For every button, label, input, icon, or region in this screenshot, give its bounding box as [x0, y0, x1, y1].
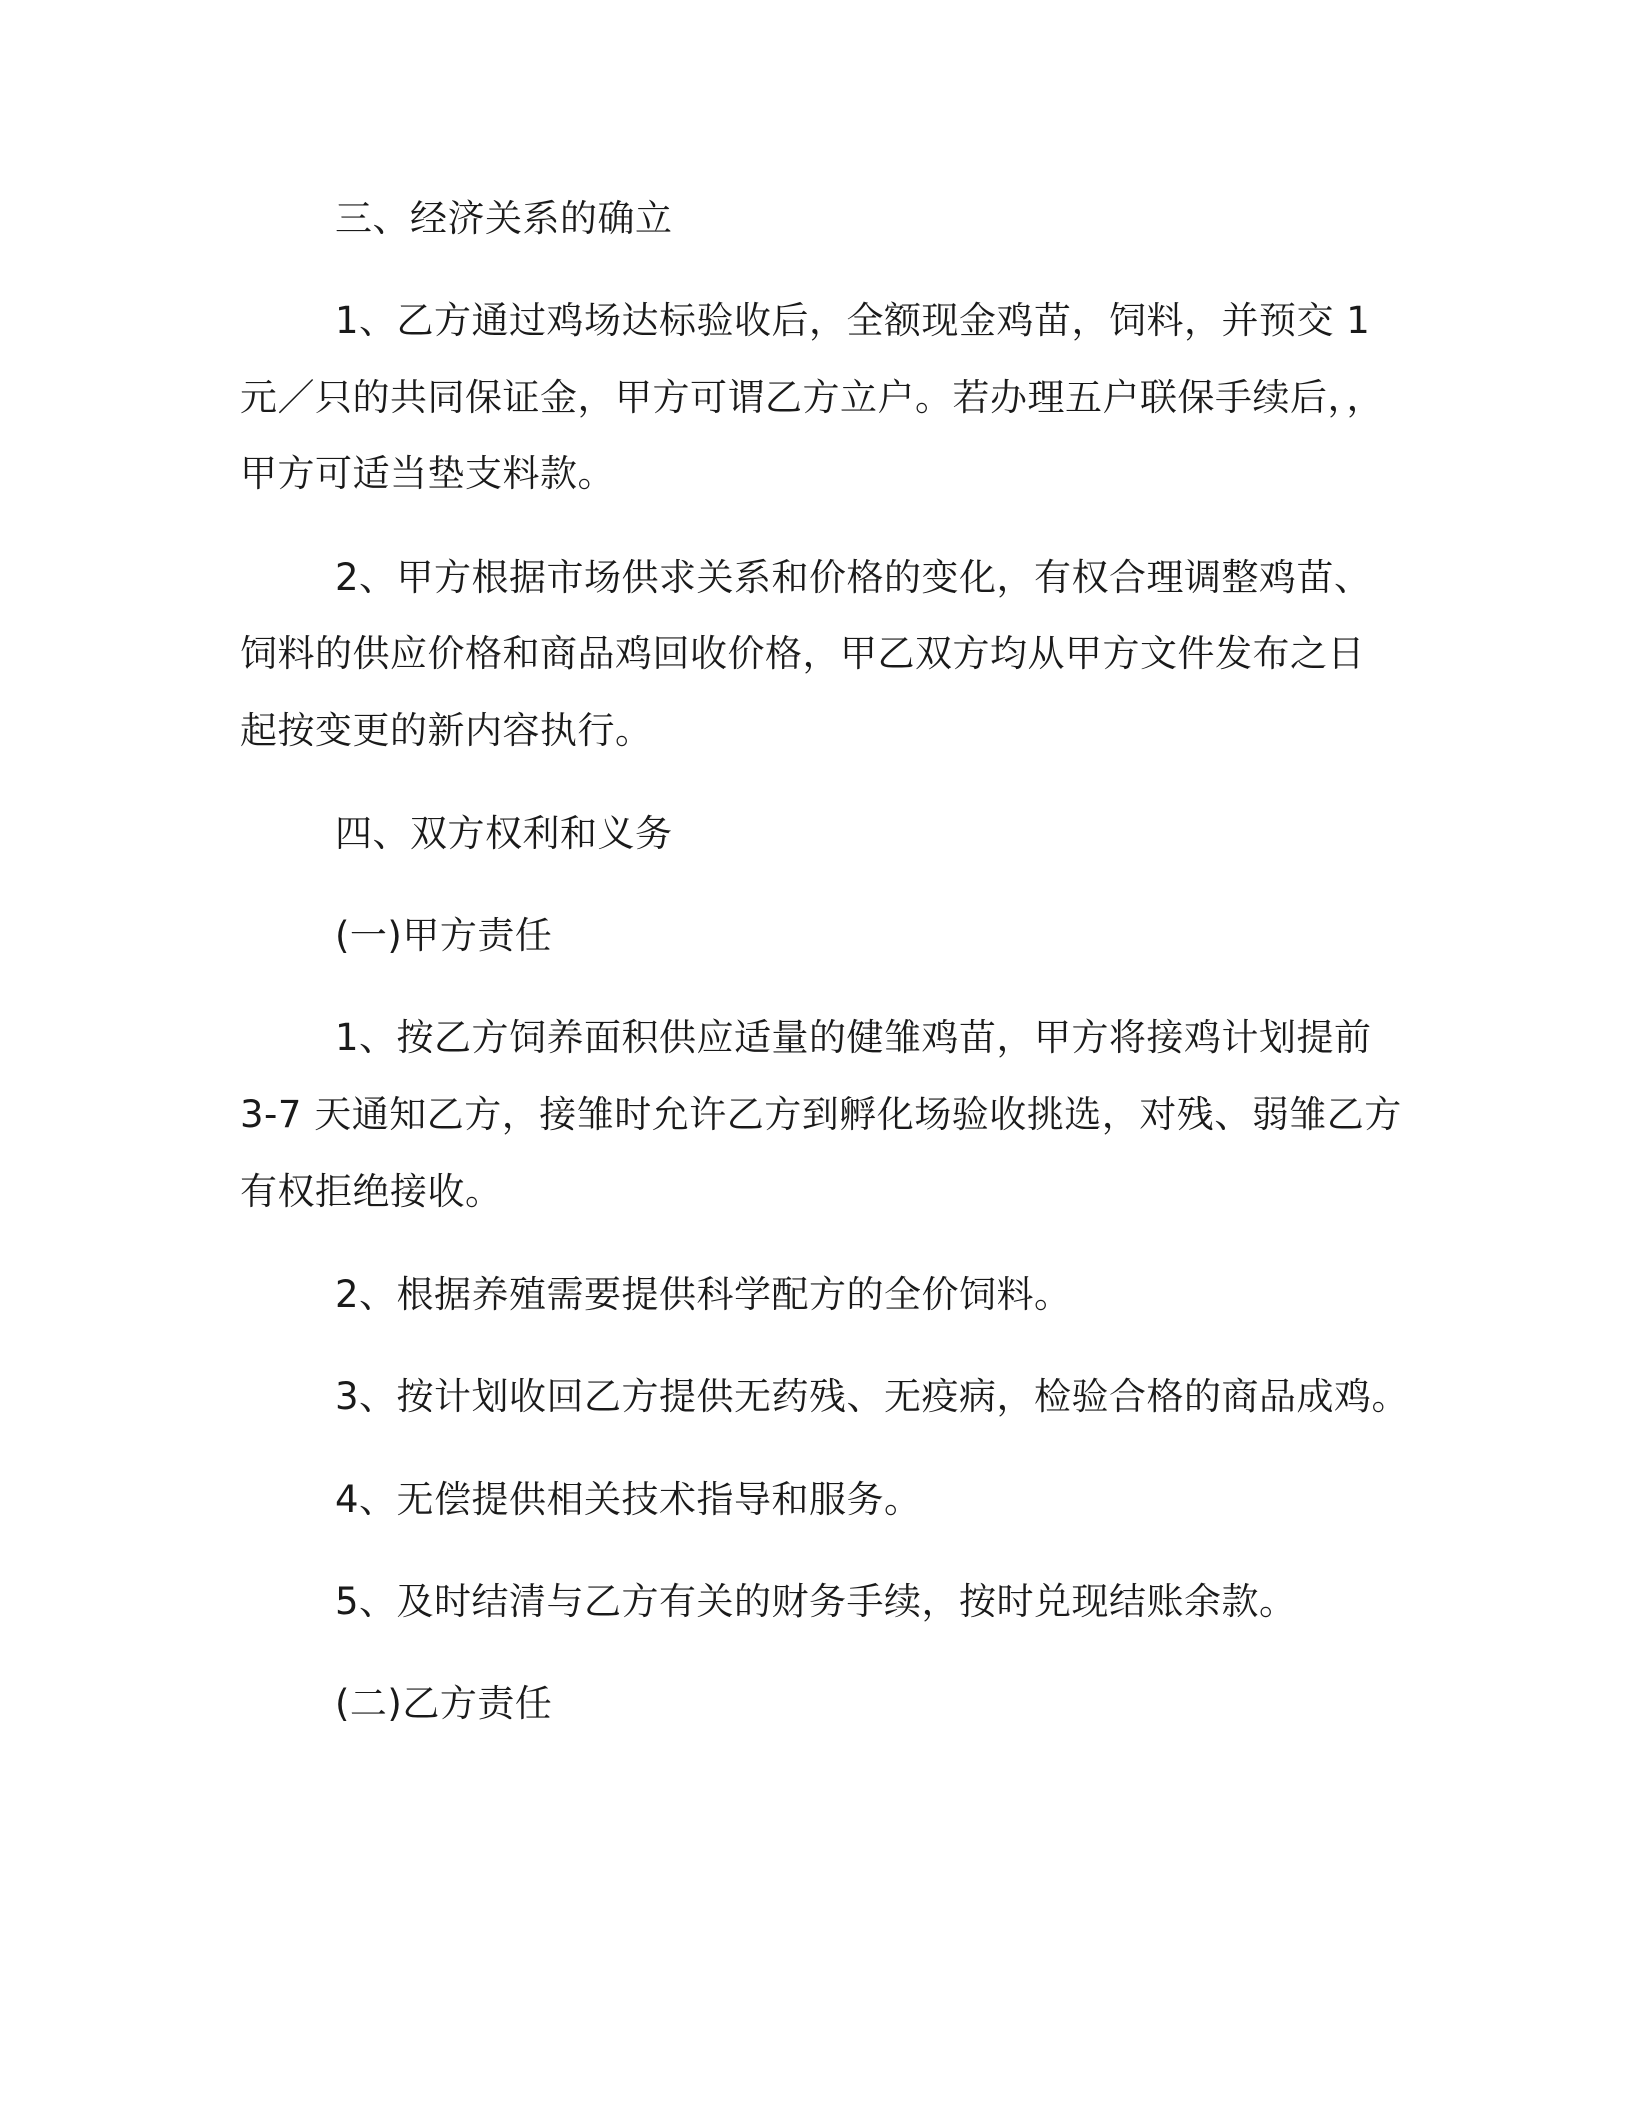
section3-item2-line2: 饲料的供应价格和商品鸡回收价格，甲乙双方均从甲方文件发布之日	[240, 632, 1365, 675]
party-a-item4: 4、无偿提供相关技术指导和服务。	[335, 1478, 922, 1521]
party-a-item1-line3: 有权拒绝接收。	[240, 1170, 503, 1213]
party-b-heading: (二)乙方责任	[335, 1682, 553, 1725]
section3-item1-line2: 元／只的共同保证金，甲方可谓乙方立户。若办理五户联保手续后，，	[240, 376, 1384, 419]
section4-heading: 四、双方权利和义务	[335, 812, 673, 855]
section3-heading: 三、经济关系的确立	[335, 197, 673, 240]
party-a-heading: (一)甲方责任	[335, 914, 553, 957]
party-a-item2: 2、根据养殖需要提供科学配方的全价饲料。	[335, 1273, 1072, 1316]
party-a-item1-line2: 3-7 天通知乙方，接雏时允许乙方到孵化场验收挑选，对残、弱雏乙方	[240, 1093, 1402, 1136]
party-a-item3: 3、按计划收回乙方提供无药残、无疫病，检验合格的商品成鸡。	[335, 1375, 1410, 1418]
section3-item1-line3: 甲方可适当垫支料款。	[240, 452, 615, 495]
party-a-item1-line1: 1、按乙方饲养面积供应适量的健雏鸡苗，甲方将接鸡计划提前	[335, 1016, 1372, 1059]
section3-item2-line3: 起按变更的新内容执行。	[240, 709, 653, 752]
party-a-item5: 5、及时结清与乙方有关的财务手续，按时兑现结账余款。	[335, 1580, 1297, 1623]
section3-item1-line1: 1、乙方通过鸡场达标验收后，全额现金鸡苗，饲料，并预交 1	[335, 299, 1371, 342]
section3-item2-line1: 2、甲方根据市场供求关系和价格的变化，有权合理调整鸡苗、	[335, 556, 1372, 599]
